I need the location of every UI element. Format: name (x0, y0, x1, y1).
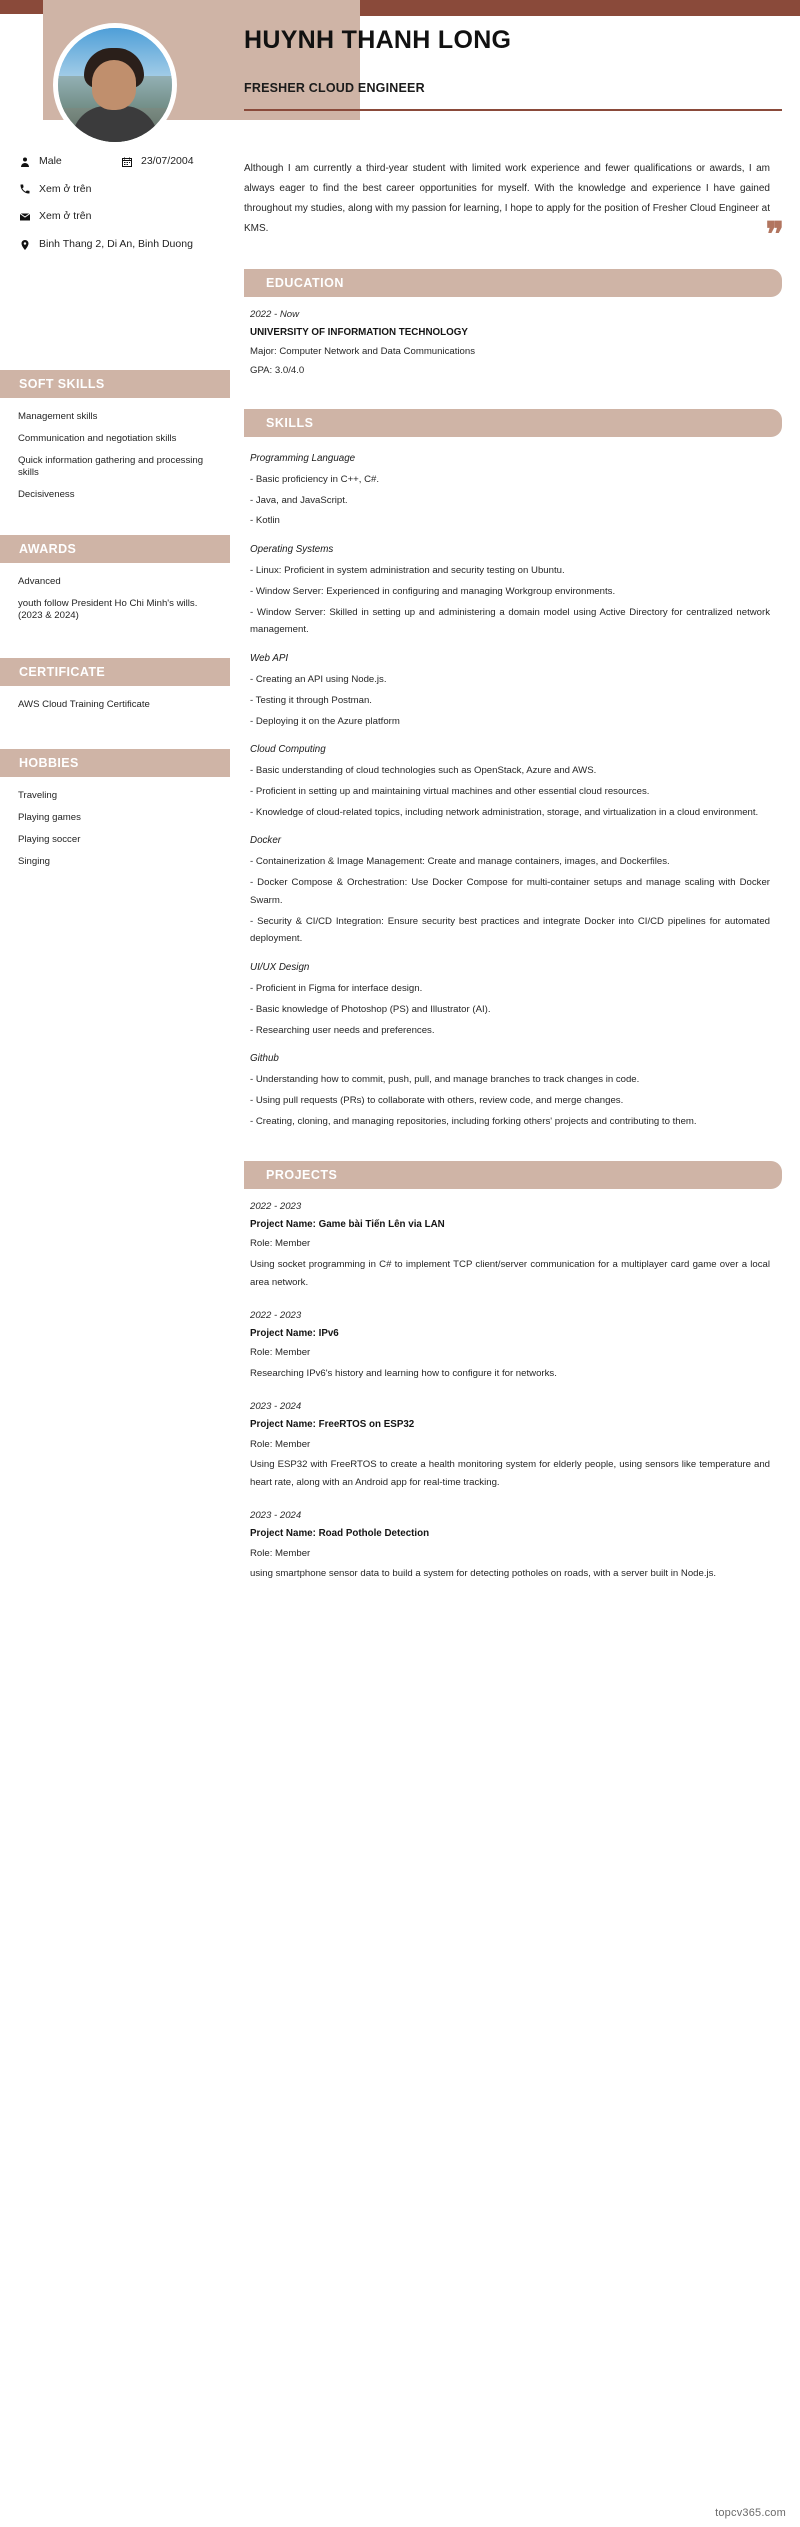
project-description: Using ESP32 with FreeRTOS to create a health monitoring system for elderly people, using sensors like temperature and heart rate, along with an Android app for real-time tracking. (250, 1459, 770, 1489)
project-period: 2023 - 2024 (250, 1509, 302, 1521)
list-item: Playing games (18, 811, 81, 823)
project-role: Role: Member (250, 1347, 311, 1359)
job-title: FRESHER CLOUD ENGINEER (244, 81, 425, 95)
list-item: Advanced (18, 575, 61, 587)
skill-item: - Basic knowledge of Photoshop (PS) and Illustrator (AI). (250, 1003, 491, 1015)
skill-item: - Window Server: Experienced in configuring and managing Workgroup environments. (250, 585, 616, 597)
header-divider (244, 109, 782, 111)
skills-body (244, 437, 782, 1131)
project-item (250, 1310, 770, 1383)
project-description: Researching IPv6's history and learning how to configure it for networks. (250, 1368, 557, 1380)
skill-item: - Window Server: Skilled in setting up and administering a domain model using Active Directory for centralized network management. (250, 606, 770, 636)
list-item: Playing soccer (18, 833, 81, 845)
skill-item: - Testing it through Postman. (250, 694, 372, 706)
footer-brand: topcv365.com (715, 2507, 786, 2519)
skill-group (250, 962, 770, 1039)
contact-dob-value: 23/07/2004 (141, 155, 194, 167)
section-title-education: EDUCATION (244, 269, 782, 297)
contact-address (18, 238, 212, 252)
project-description: using smartphone sensor data to build a system for detecting potholes on roads, with a server built in Node.js. (250, 1568, 717, 1580)
main-content (232, 0, 800, 1587)
skill-group-name: Cloud Computing (250, 744, 326, 756)
phone-icon (18, 183, 31, 196)
skill-item: - Proficient in setting up and maintaining virtual machines and other essential cloud resources. (250, 786, 650, 797)
contact-address-value: Binh Thang 2, Di An, Binh Duong (39, 237, 193, 250)
skill-group-name: Web API (250, 653, 289, 665)
contact-gender (18, 155, 114, 169)
education-school: UNIVERSITY OF INFORMATION TECHNOLOGY (250, 326, 468, 338)
person-icon (18, 155, 31, 168)
project-name: Project Name: FreeRTOS on ESP32 (250, 1418, 415, 1430)
project-item (250, 1510, 770, 1583)
envelope-icon (18, 211, 31, 224)
skill-group-name: Programming Language (250, 452, 356, 464)
project-name: Project Name: Game bài Tiến Lên via LAN (250, 1218, 445, 1230)
list-item: Communication and negotiation skills (18, 432, 177, 444)
contact-phone-value: Xem ở trên (39, 182, 92, 195)
project-period: 2023 - 2024 (250, 1400, 302, 1412)
skill-item: - Using pull requests (PRs) to collaborate with others, review code, and merge changes. (250, 1095, 624, 1107)
skill-item: - Understanding how to commit, push, pull, and manage branches to track changes in code. (250, 1074, 640, 1086)
section-title-skills: SKILLS (244, 409, 782, 437)
skill-group (250, 835, 770, 948)
section-soft-skills (0, 370, 230, 511)
list-item: Decisiveness (18, 488, 75, 500)
skill-item: - Security & CI/CD Integration: Ensure security best practices and integrate Docker into CI/CD pipelines for automated deployment. (250, 915, 770, 945)
soft-skills-list (0, 398, 230, 511)
skill-group (250, 653, 770, 730)
project-item (250, 1201, 770, 1292)
awards-list (0, 563, 230, 632)
skill-group (250, 744, 770, 821)
section-education (244, 269, 782, 379)
skill-item: - Containerization & Image Management: Create and manage containers, images, and Dockerfiles. (250, 856, 670, 868)
section-title-awards: AWARDS (0, 535, 230, 563)
project-period: 2022 - 2023 (250, 1309, 302, 1321)
skill-item: - Researching user needs and preferences. (250, 1024, 435, 1036)
list-item: AWS Cloud Training Certificate (18, 698, 150, 710)
list-item: youth follow President Ho Chi Minh's wills. (2023 & 2024) (18, 597, 198, 621)
skill-item: - Creating an API using Node.js. (250, 674, 387, 686)
contact-email (18, 210, 212, 224)
skill-group-name: Docker (250, 835, 282, 847)
quote-icon: ❞ (765, 216, 784, 254)
section-projects (244, 1161, 782, 1584)
contact-row-top (18, 155, 212, 183)
skill-group (250, 453, 770, 530)
list-item: Singing (18, 855, 51, 867)
skill-item: - Linux: Proficient in system administration and security testing on Ubuntu. (250, 565, 565, 577)
section-title-hobbies: HOBBIES (0, 749, 230, 777)
project-item (250, 1401, 770, 1492)
list-item: Quick information gathering and processing skills (18, 454, 204, 478)
skill-group (250, 1053, 770, 1130)
skill-group-name: Github (250, 1053, 279, 1065)
projects-body (244, 1189, 782, 1584)
certificate-list (0, 686, 230, 721)
skill-item: - Docker Compose & Orchestration: Use Docker Compose for multi-container setups and manage scaling with Docker Swarm. (250, 877, 770, 906)
project-description: Using socket programming in C# to implement TCP client/server communication for a multiplayer card game over a local area network. (250, 1259, 770, 1288)
page-title: HUYNH THANH LONG (244, 26, 512, 54)
contact-block (0, 155, 230, 266)
section-title-certificate: CERTIFICATE (0, 658, 230, 686)
project-name: Project Name: Road Pothole Detection (250, 1527, 430, 1539)
skill-item: - Kotlin (250, 515, 280, 527)
skill-group (250, 544, 770, 639)
project-role: Role: Member (250, 1238, 311, 1250)
education-body (244, 297, 782, 379)
education-major: Major: Computer Network and Data Communications (250, 346, 476, 358)
skill-item: - Basic understanding of cloud technologies such as OpenStack, Azure and AWS. (250, 765, 597, 777)
education-period: 2022 - Now (250, 308, 300, 320)
skill-group-name: UI/UX Design (250, 962, 310, 974)
skill-item: - Deploying it on the Azure platform (250, 715, 400, 727)
location-pin-icon (18, 238, 31, 251)
skill-item: - Knowledge of cloud-related topics, including network administration, storage, and virtualization in a cloud environment. (250, 806, 759, 818)
education-gpa: GPA: 3.0/4.0 (250, 365, 305, 377)
project-role: Role: Member (250, 1438, 311, 1450)
contact-phone (18, 183, 212, 197)
project-period: 2022 - 2023 (250, 1200, 302, 1212)
project-role: Role: Member (250, 1547, 311, 1559)
skill-group-name: Operating Systems (250, 544, 334, 556)
skill-item: - Proficient in Figma for interface design. (250, 983, 423, 995)
avatar-photo (58, 28, 172, 142)
summary-block (244, 159, 784, 254)
section-skills (244, 409, 782, 1131)
project-name: Project Name: IPv6 (250, 1327, 339, 1339)
section-certificate (0, 658, 230, 721)
contact-gender-value: Male (39, 155, 62, 167)
skill-item: - Creating, cloning, and managing repositories, including forking others' projects and contributing to them. (250, 1115, 697, 1127)
sidebar (0, 0, 230, 878)
summary-text: Although I am currently a third-year student with limited work experience and fewer qualifications or awards, I am always eager to find the best career opportunities for myself. With the knowledge and experience I have gained throughout my studies, along with my passion for learning, I hope to apply for the position of Fresher Cloud Engineer at KMS. (244, 162, 770, 234)
section-awards (0, 535, 230, 632)
section-title-soft-skills: SOFT SKILLS (0, 370, 230, 398)
list-item: Management skills (18, 411, 98, 422)
calendar-icon (120, 155, 133, 168)
hobbies-list (0, 777, 230, 878)
contact-dob (120, 155, 212, 169)
avatar (53, 23, 177, 147)
section-hobbies (0, 749, 230, 878)
contact-email-value: Xem ở trên (39, 210, 92, 223)
skill-item: - Basic proficiency in C++, C#. (250, 473, 380, 485)
section-title-projects: PROJECTS (244, 1161, 782, 1189)
skill-item: - Java, and JavaScript. (250, 494, 348, 506)
list-item: Traveling (18, 789, 58, 801)
